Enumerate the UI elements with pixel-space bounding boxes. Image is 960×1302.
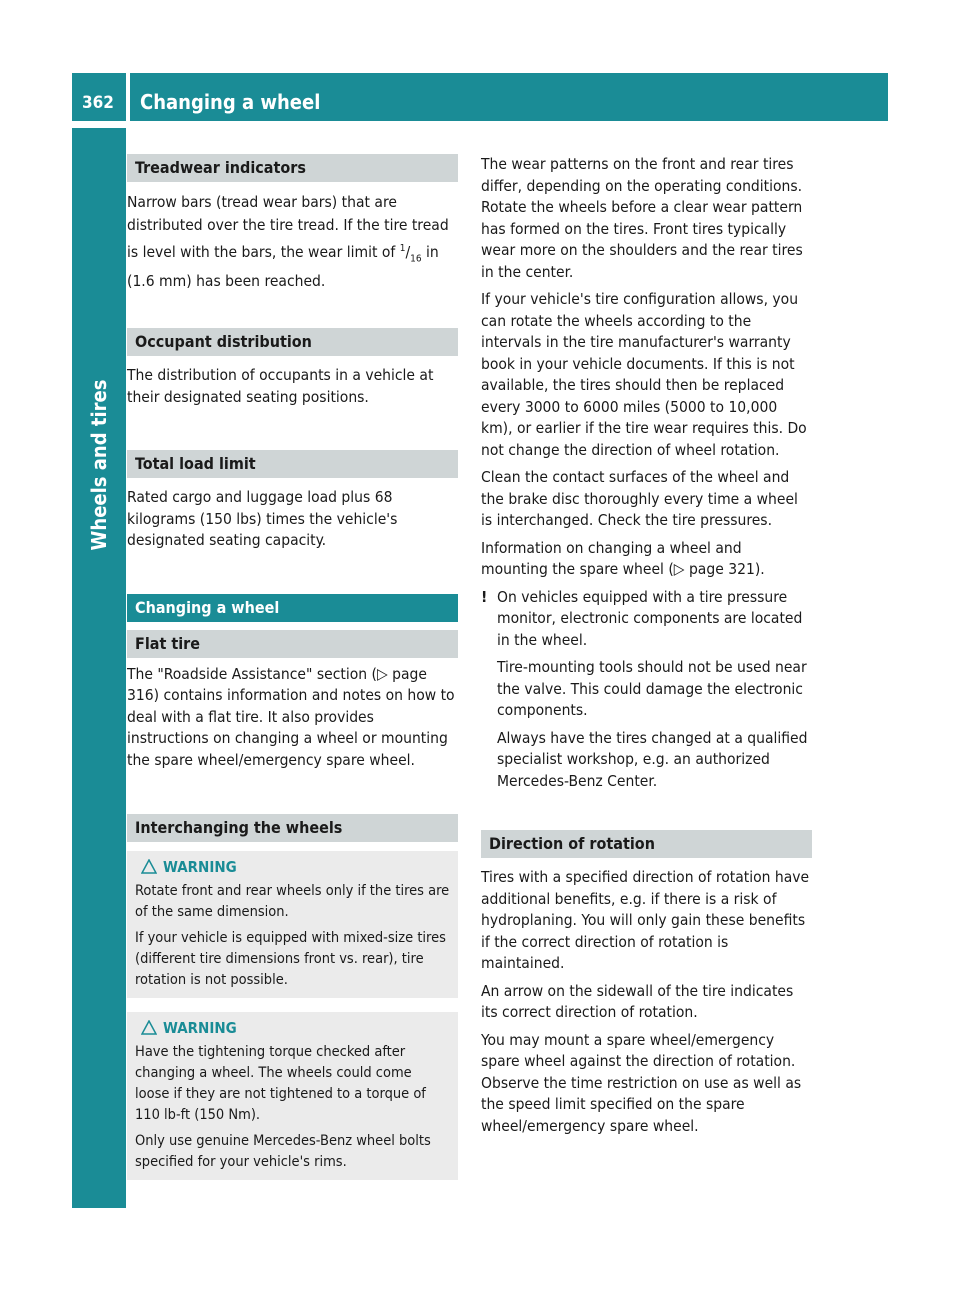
note-p3: Always have the tires changed at a qualified specialist workshop, e.g. an authorized Mercedes-Benz Center. [497,728,808,790]
warning-box-1 [127,851,458,998]
flat-tire-text [127,664,458,772]
treadwear-text-b: in (1.6 mm) has been reached. [127,243,439,291]
heading-occupant: Occupant distribution [127,328,458,356]
side-tab-marker [72,1168,126,1208]
heading-treadwear: Treadwear indicators [127,154,458,182]
side-tab-label-wrap [72,140,126,790]
warning-title-1 [141,857,450,878]
warning-title-2 [141,1018,450,1039]
caution-mark-icon: ! [481,587,488,606]
note-p2: Tire-mounting tools should not be used near the valve. This could damage the electronic components. [497,658,807,719]
heading-interchanging: Interchanging the wheels [127,814,458,842]
occupant-text: The distribution of occupants in a vehicle at their designated seating positions. [127,366,434,406]
right-column [481,154,812,1143]
fraction-numerator: 1 [399,243,406,254]
warning-box-2 [127,1012,458,1180]
page-number: 362 [82,93,114,113]
warning1-p2: If your vehicle is equipped with mixed-size tires (different tire dimensions front vs. rear), tire rotation is not possible. [135,930,446,989]
warning2-p2: Only use genuine Mercedes-Benz wheel bolts specified for your vehicle's rims. [135,1133,431,1171]
heading-direction: Direction of rotation [481,830,812,858]
warning2-p1: Have the tightening torque checked after changing a wheel. The wheels could come loose if they are not tightened to a torque of 110 lb-ft (150 Nm). [135,1044,426,1124]
heading-changing-wheel: Changing a wheel [127,594,458,622]
rotation-text-4a: Information on changing a wheel and mounting the spare wheel ( [481,538,742,578]
header-bar [130,73,888,121]
flat-text-a: The "Roadside Assistance" section ( [127,664,377,683]
treadwear-text-a: Narrow bars (tread wear bars) that are distributed over the tire tread. If the tire tread is level with the bars, the wear limit of [127,193,449,262]
fraction-separator: / [405,243,411,262]
heading-total-load: Total load limit [127,450,458,478]
left-column [127,154,458,1180]
direction-p2: An arrow on the sidewall of the tire indicates its correct direction of rotation. [481,981,794,1021]
page-title: Changing a wheel [140,90,321,114]
caution-note [481,587,812,793]
rotation-text-4b: ). [754,560,765,578]
warning-label-1: WARNING [163,858,237,877]
rotation-text-1: The wear patterns on the front and rear tires differ, depending on the operating conditions. Rotate the wheels before a clear wear pattern has formed on the tires. Front tires typically wear more on the shoulders and the rear tires in the center. [481,155,803,281]
page-reference-321[interactable]: ▷ page 321 [673,560,755,578]
note-p1: On vehicles equipped with a tire pressure monitor, electronic components are located in the wheel. [497,587,803,649]
warning-triangle-icon [141,859,157,874]
warning-triangle-icon [141,1020,157,1035]
page-number-box [72,73,126,121]
total-load-text: Rated cargo and luggage load plus 68 kilograms (150 lbs) times the vehicle's designated seating capacity. [127,488,398,550]
direction-p1: Tires with a specified direction of rotation have additional benefits, e.g. if there is a risk of hydroplaning. You will only gain these benefits if the correct direction of rotation is maintained. [481,868,810,972]
side-tab-label: Wheels and tires [87,379,111,551]
direction-p3: You may mount a spare wheel/emergency spare wheel against the direction of rotation. Observe the time restriction on use as well as the speed limit specified on the spare wheel/emergency spare wheel. [481,1030,802,1135]
warning-label-2: WARNING [163,1019,237,1038]
rotation-text-2: If your vehicle's tire configuration allows, you can rotate the wheels according to the intervals in the tire manufacturer's warranty book in your vehicle documents. If this is not available, the tires should then be replaced every 3000 to 6000 miles (5000 to 10,000 km), or earlier if the tire wear requires this. Do not change the direction of wheel rotation. [481,290,807,459]
fraction-denominator: 16 [410,253,422,265]
flat-text-b: ) contains information and notes on how to deal with a flat tire. It also provides instructions on changing a wheel or mounting the spare wheel/emergency spare wheel. [127,686,455,769]
treadwear-text [127,191,458,293]
rotation-text-4 [481,538,812,581]
rotation-text-3: Clean the contact surfaces of the wheel and the brake disc thoroughly every time a wheel is interchanged. Check the tire pressures. [481,468,798,529]
page-reference-316[interactable]: ▷ page 316 [127,664,427,705]
heading-flat-tire: Flat tire [127,630,458,658]
warning1-p1: Rotate front and rear wheels only if the tires are of the same dimension. [135,883,450,921]
